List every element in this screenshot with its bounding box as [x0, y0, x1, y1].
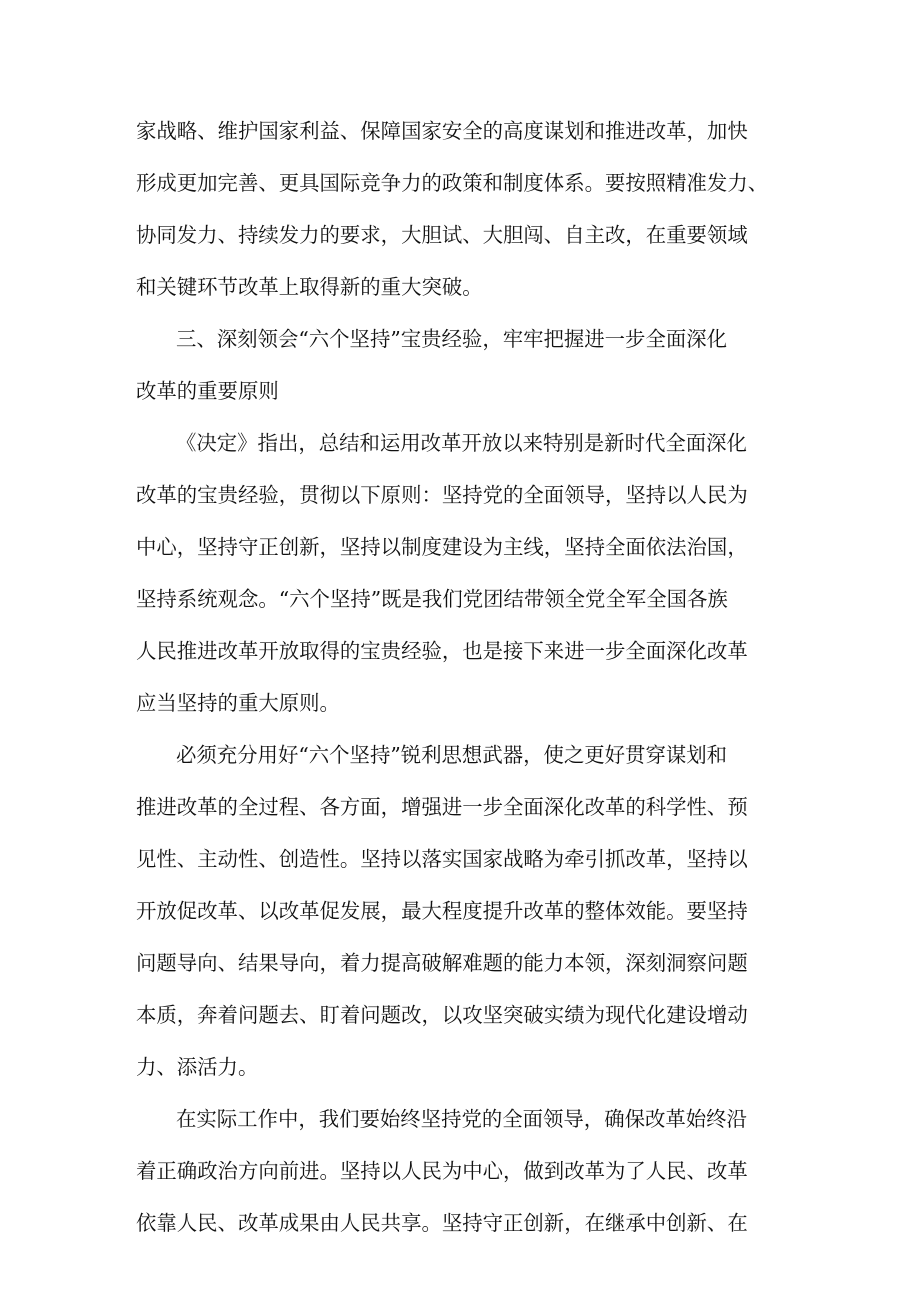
paragraph-line: 见性、主动性、创造性。坚持以落实国家战略为牵引抓改革，坚持以 — [136, 847, 748, 871]
paragraph-line: 着正确政治方向前进。坚持以人民为中心，做到改革为了人民、改革 — [136, 1159, 748, 1183]
paragraph-line: 力、添活力。 — [136, 1055, 259, 1079]
paragraph-line: 在实际工作中，我们要始终坚持党的全面领导，确保改革始终沿 — [176, 1107, 747, 1131]
paragraph-line: 本质，奔着问题去、盯着问题改，以攻坚突破实绩为现代化建设增动 — [136, 1003, 748, 1027]
paragraph-line: 《决定》指出，总结和运用改革开放以来特别是新时代全面深化 — [176, 431, 747, 455]
paragraph-line: 问题导向、结果导向，着力提高破解难题的能力本领，深刻洞察问题 — [136, 951, 748, 975]
paragraph-line: 应当坚持的重大原则。 — [136, 691, 340, 715]
section-heading-line: 三、深刻领会“六个坚持”宝贵经验，牢牢把握进一步全面深化 — [176, 327, 728, 351]
paragraph-line: 改革的宝贵经验，贯彻以下原则：坚持党的全面领导，坚持以人民为 — [136, 483, 748, 507]
paragraph-line: 家战略、维护国家利益、保障国家安全的高度谋划和推进改革，加快 — [136, 119, 748, 143]
paragraph-line: 开放促改革、以改革促发展，最大程度提升改革的整体效能。要坚持 — [136, 899, 748, 923]
paragraph-line: 形成更加完善、更具国际竞争力的政策和制度体系。要按照精准发力、 — [136, 171, 769, 195]
paragraph-line: 坚持系统观念。“六个坚持”既是我们党团结带领全党全军全国各族 — [136, 587, 728, 611]
paragraph-line: 推进改革的全过程、各方面，增强进一步全面深化改革的科学性、预 — [136, 795, 748, 819]
paragraph-line: 人民推进改革开放取得的宝贵经验，也是接下来进一步全面深化改革 — [136, 639, 748, 663]
paragraph-line: 必须充分用好“六个坚持”锐利思想武器，使之更好贯穿谋划和 — [176, 743, 728, 767]
paragraph-line: 中心，坚持守正创新，坚持以制度建设为主线，坚持全面依法治国， — [136, 535, 748, 559]
paragraph-line: 和关键环节改革上取得新的重大突破。 — [136, 275, 483, 299]
paragraph-line: 协同发力、持续发力的要求，大胆试、大胆闯、自主改，在重要领域 — [136, 223, 748, 247]
paragraph-line: 依靠人民、改革成果由人民共享。坚持守正创新，在继承中创新、在 — [136, 1211, 748, 1235]
section-heading-line: 改革的重要原则 — [136, 379, 279, 403]
